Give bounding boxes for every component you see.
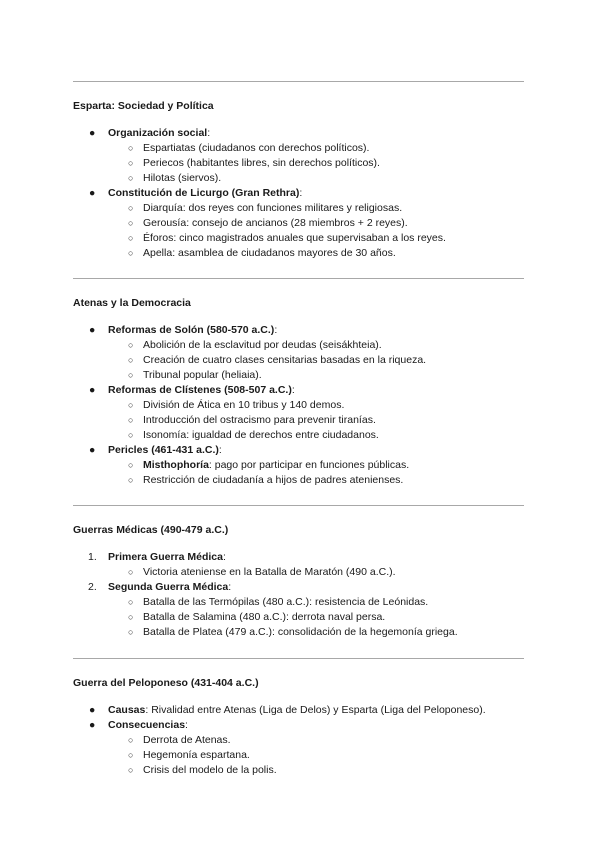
sub-list-item: División de Ática en 10 tribus y 140 demos. xyxy=(143,399,345,411)
item-suffix: : xyxy=(185,719,188,731)
list-item xyxy=(108,551,226,564)
section-heading: Guerra del Peloponeso (431-404 a.C.) xyxy=(73,677,259,689)
sub-list-item: Gerousía: consejo de ancianos (28 miembros + 2 reyes). xyxy=(143,217,408,229)
sub-bullet-marker: ○ xyxy=(128,218,134,228)
section-heading: Esparta: Sociedad y Política xyxy=(73,100,214,112)
item-label: Causas xyxy=(108,704,146,716)
horizontal-rule xyxy=(73,278,524,279)
sub-bullet-marker: ○ xyxy=(128,567,134,577)
sub-list-item: Diarquía: dos reyes con funciones militares y religiosas. xyxy=(143,202,403,214)
sub-list-item: Éforos: cinco magistrados anuales que supervisaban a los reyes. xyxy=(143,232,446,244)
sub-bullet-marker: ○ xyxy=(128,735,134,745)
sub-list-item: Victoria ateniense en la Batalla de Maratón (490 a.C.). xyxy=(143,566,396,578)
sub-bullet-marker: ○ xyxy=(128,430,134,440)
sub-list-item: Espartiatas (ciudadanos con derechos políticos). xyxy=(143,142,370,154)
sub-bullet-marker: ○ xyxy=(128,143,134,153)
item-suffix: : pago por participar en funciones públicas. xyxy=(208,459,410,471)
sub-bullet-marker: ○ xyxy=(128,597,134,607)
item-label: Consecuencias xyxy=(108,719,186,731)
bullet-marker: ● xyxy=(89,324,96,336)
sub-list-item: Crisis del modelo de la polis. xyxy=(143,764,277,776)
sub-bullet-marker: ○ xyxy=(128,370,134,380)
sub-bullet-marker: ○ xyxy=(128,750,134,760)
sub-list-item: Tribunal popular (heliaia). xyxy=(143,369,262,381)
item-suffix: : xyxy=(228,581,232,593)
sub-list-item: Creación de cuatro clases censitarias basadas en la riqueza. xyxy=(143,354,427,366)
sub-list-item: Periecos (habitantes libres, sin derechos políticos). xyxy=(143,157,380,169)
sub-list-item: Hegemonía espartana. xyxy=(143,749,250,761)
sub-bullet-marker: ○ xyxy=(128,173,134,183)
sub-list-item: Apella: asamblea de ciudadanos mayores de 30 años. xyxy=(143,247,396,259)
item-label: Pericles (461-431 a.C.) xyxy=(108,444,219,456)
sub-list-item: Isonomía: igualdad de derechos entre ciudadanos. xyxy=(143,429,379,441)
sub-list-item: Batalla de Platea (479 a.C.): consolidación de la hegemonía griega. xyxy=(143,626,458,638)
sub-bullet-marker: ○ xyxy=(128,475,134,485)
sub-list-item: Introducción del ostracismo para prevenir tiranías. xyxy=(143,414,376,426)
horizontal-rule xyxy=(73,658,524,659)
item-suffix: : xyxy=(222,551,226,563)
item-label: Reformas de Clístenes (508-507 a.C.) xyxy=(108,384,292,396)
list-item xyxy=(108,704,486,717)
item-label: Segunda Guerra Médica xyxy=(108,581,229,593)
list-item xyxy=(108,127,210,140)
sub-bullet-marker: ○ xyxy=(128,460,134,470)
item-suffix: : xyxy=(291,384,295,396)
list-item xyxy=(108,719,188,732)
item-label: Constitución de Licurgo (Gran Rethra) xyxy=(108,187,300,199)
list-item xyxy=(108,187,302,200)
sub-list-item: Derrota de Atenas. xyxy=(143,734,231,746)
bullet-marker: ● xyxy=(89,704,96,716)
sub-bullet-marker: ○ xyxy=(128,340,134,350)
list-item xyxy=(108,581,231,594)
sub-bullet-marker: ○ xyxy=(128,415,134,425)
bullet-marker: ● xyxy=(89,719,96,731)
sub-bullet-marker: ○ xyxy=(128,158,134,168)
sub-bullet-marker: ○ xyxy=(128,233,134,243)
sub-list-item: Batalla de Salamina (480 a.C.): derrota naval persa. xyxy=(143,611,386,623)
bullet-marker: ● xyxy=(89,127,96,139)
section-heading: Atenas y la Democracia xyxy=(73,297,191,309)
item-suffix: : xyxy=(218,444,222,456)
item-suffix: : xyxy=(299,187,303,199)
item-suffix: : xyxy=(207,127,211,139)
bullet-marker: ● xyxy=(89,444,96,456)
sub-bullet-marker: ○ xyxy=(128,612,134,622)
item-label: Organización social xyxy=(108,127,208,139)
item-label: Primera Guerra Médica xyxy=(108,551,223,563)
section-heading: Guerras Médicas (490-479 a.C.) xyxy=(73,524,229,536)
item-label: Reformas de Solón (580-570 a.C.) xyxy=(108,324,275,336)
item-label: Misthophoría xyxy=(143,459,209,471)
bullet-marker: ● xyxy=(89,187,96,199)
sub-list-item: Abolición de la esclavitud por deudas (seisákhteia). xyxy=(143,339,382,351)
horizontal-rule xyxy=(73,81,524,82)
sub-bullet-marker: ○ xyxy=(128,203,134,213)
number-marker: 2. xyxy=(88,581,97,593)
number-marker: 1. xyxy=(88,551,97,563)
bullet-marker: ● xyxy=(89,384,96,396)
sub-bullet-marker: ○ xyxy=(128,400,134,410)
list-item xyxy=(108,384,295,397)
horizontal-rule xyxy=(73,505,524,506)
sub-list-item: Hilotas (siervos). xyxy=(143,172,222,184)
item-suffix: : Rivalidad entre Atenas (Liga de Delos) y Esparta (Liga del Peloponeso). xyxy=(145,704,486,716)
sub-bullet-marker: ○ xyxy=(128,355,134,365)
sub-list-item xyxy=(143,459,409,472)
sub-bullet-marker: ○ xyxy=(128,248,134,258)
sub-bullet-marker: ○ xyxy=(128,765,134,775)
sub-list-item: Restricción de ciudadanía a hijos de padres atenienses. xyxy=(143,474,404,486)
list-item xyxy=(108,444,222,457)
sub-bullet-marker: ○ xyxy=(128,627,134,637)
item-suffix: : xyxy=(274,324,278,336)
list-item xyxy=(108,324,277,337)
sub-list-item: Batalla de las Termópilas (480 a.C.): resistencia de Leónidas. xyxy=(143,596,429,608)
